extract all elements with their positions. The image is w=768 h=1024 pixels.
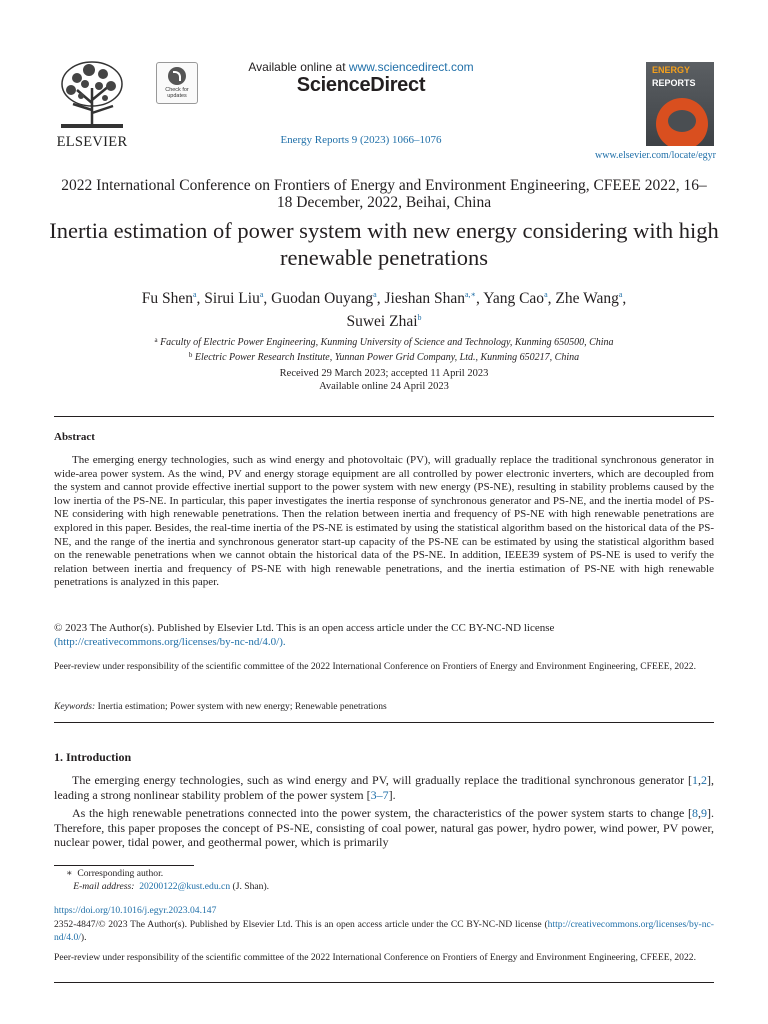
affiliations [60,334,708,364]
author-affil-sup[interactable]: a [192,290,197,299]
available-prefix: Available online at [248,60,349,74]
affiliation-text: Electric Power Research Institute, Yunnan Power Grid Company, Ltd., Kunming 650217, China [194,352,580,363]
footnote-star: ∗ [66,868,73,879]
citation-link[interactable]: 9 [701,806,707,820]
online-date: Available online 24 April 2023 [319,381,449,392]
author-name: Yang Cao [483,290,545,307]
author-affil-sup[interactable]: a,∗ [465,290,476,299]
license-link[interactable]: (http://creativecommons.org/licenses/by-nc-nd/4.0/). [54,636,286,648]
cover-e-logo-icon [656,98,708,146]
paper-title: Inertia estimation of power system with new energy considering with high renewable penetrations [49,218,719,270]
sciencedirect-brand: ScienceDirect [296,74,426,96]
check-updates-label-1: Check for [165,87,189,93]
email-label: E-mail address: [73,881,135,892]
author-name: Sirui Liu [204,290,260,307]
author-affil-sup[interactable]: a [544,290,548,299]
check-updates-label-2: updates [167,93,187,99]
abstract-license [54,621,714,649]
abstract-heading: Abstract [54,431,95,443]
available-online [0,60,722,74]
abstract-text: The emerging energy technologies, such as wind energy and photovoltaic (PV), will gradually replace the traditional synchronous generator in wide-area power system. As the wind, PV and energy storage equipment are all controlled by power electronic inverters, which are decoupled from the system and cannot provide effective inertial support to the power system with new energy (PS-NE), resulting in stability problems caused by the low inertia of the PS-NE. In particular, this paper investigates the inertia response of synchronous generator and PS-NE, and the inertia model of PS-NE considering with high renewable penetrations. Then the relation between inertia and frequency of PS-NE with high renewable penetrations are explored in this paper. Besides, the real-time inertia of the PS-NE is estimated by using the statistical algorithm based on the historical data of the PS-NE, and the range of the inertia and synchronous generator start-up capacity of the PS-NE can be estimated by using the statistical algorithm based on the renewable penetrations when we cannot obtain the historical data of the PS-NE. In addition, IEEE39 system of PS-NE is used to verify the relation between inertia and frequency of PS-NE with high renewable penetrations, and the inertia estimation of PS-NE with high renewable penetrations is analyzed in this paper. [54,454,714,589]
intro-paragraph-2 [54,806,714,850]
divider [54,722,714,723]
citation-link[interactable]: 2 [701,773,707,787]
footnote-text: Corresponding author. [77,868,164,879]
journal-reference[interactable]: Energy Reports 9 (2023) 1066–1076 [280,134,442,146]
license-link[interactable]: http://creativecommons.org/licenses/by-nc-nd/4.0/ [54,919,714,944]
email-link[interactable]: 20200122@kust.edu.cn [139,881,231,892]
author-affil-sup[interactable]: b [417,313,422,322]
text-run: ], leading a strong nonlinear stability problem of the power system [ [54,773,714,802]
text-run: 2352-4847/© 2023 The Author(s). Published by Elsevier Ltd. This is an open access article under the CC BY-NC-ND license ( [54,919,548,930]
affiliation-text: Faculty of Electric Power Engineering, Kunming University of Science and Technology, Kunming 650500, China [160,337,614,348]
cover-title-1: ENERGY [652,65,691,75]
author-list: Fu Shen$^a$, Sirui Liu$^a$, Guodan Ouyang$^a$, Jieshan Shan$^{a,∗}$, Yang Cao$^a$, Zhe Wang$^a$, Suwei Zhai$^b$ [141,290,627,330]
divider [54,416,714,417]
affiliation-a [60,334,708,349]
citation-link[interactable]: 8 [692,806,698,820]
citation-link[interactable]: 1 [692,773,698,787]
intro-paragraph-1 [54,773,714,802]
section-heading-introduction: 1. Introduction [54,750,132,764]
author-name: Zhe Wang [555,290,619,307]
elsevier-wordmark: ELSEVIER [56,134,128,150]
affiliation-sup: a [154,336,158,344]
article-dates [60,367,708,393]
journal-homepage-link[interactable]: www.elsevier.com/locate/egyr [595,150,716,161]
bottom-divider [54,982,714,983]
text-run: ). [80,932,87,944]
bottom-license [54,918,714,945]
conference-line: 2022 International Conference on Frontiers of Energy and Environment Engineering, CFEEE 2022, 16–18 December, 2022, Beihai, China [61,177,707,211]
cover-title-2: REPORTS [652,78,696,88]
author-name: Suwei Zhai [346,313,418,330]
text-run: ]. [388,787,396,802]
author-affil-sup[interactable]: a [259,290,264,299]
bottom-peer-review: Peer-review under responsibility of the scientific committee of the 2022 International Conference on Frontiers of Energy and Environment Engineering, CFEEE, 2022. [54,952,696,963]
email-suffix: (J. Shan). [232,881,270,892]
citation-link[interactable]: 3–7 [370,787,389,802]
journal-cover-image[interactable] [646,62,714,146]
keywords [54,701,714,712]
keywords-label: Keywords: [54,701,96,712]
text-run: As the high renewable penetrations connected into the power system, the characteristics of the power system starts to change [ [72,806,692,820]
affiliation-b [60,349,708,364]
author-name: Jieshan Shan [384,290,465,307]
peer-review-note: Peer-review under responsibility of the scientific committee of the 2022 International Conference on Frontiers of Energy and Environment Engineering, CFEEE, 2022. [54,661,696,672]
text-run: The emerging energy technologies, such as wind energy and PV, will gradually replace the traditional synchronous generator [ [72,773,692,787]
author-affil-sup[interactable]: a [618,290,623,299]
keywords-list: Inertia estimation; Power system with new energy; Renewable penetrations [97,701,387,712]
sciencedirect-link[interactable]: www.sciencedirect.com [348,60,474,74]
author-name: Guodan Ouyang [271,290,374,307]
text-run: , [698,773,701,787]
text-run: ]. Therefore, this paper proposes the concept of PS-NE, consisting of coal power, natural gas power, hydro power, wind power, PV power, nuclear power, tidal power, and geothermal power, which is primarily [54,806,714,850]
license-text: © 2023 The Author(s). Published by Elsevier Ltd. This is an open access article under the CC BY-NC-ND license [54,622,555,634]
affiliation-sup: b [188,351,193,359]
author-name: Fu Shen [141,290,193,307]
author-affil-sup[interactable]: a [373,290,377,299]
doi-link[interactable]: https://doi.org/10.1016/j.egyr.2023.04.147 [54,905,217,916]
footnote-divider [54,865,194,866]
received-date: Received 29 March 2023; accepted 11 April 2023 [279,368,489,379]
text-run: , [698,806,701,820]
corresponding-author-footnote [66,867,269,893]
